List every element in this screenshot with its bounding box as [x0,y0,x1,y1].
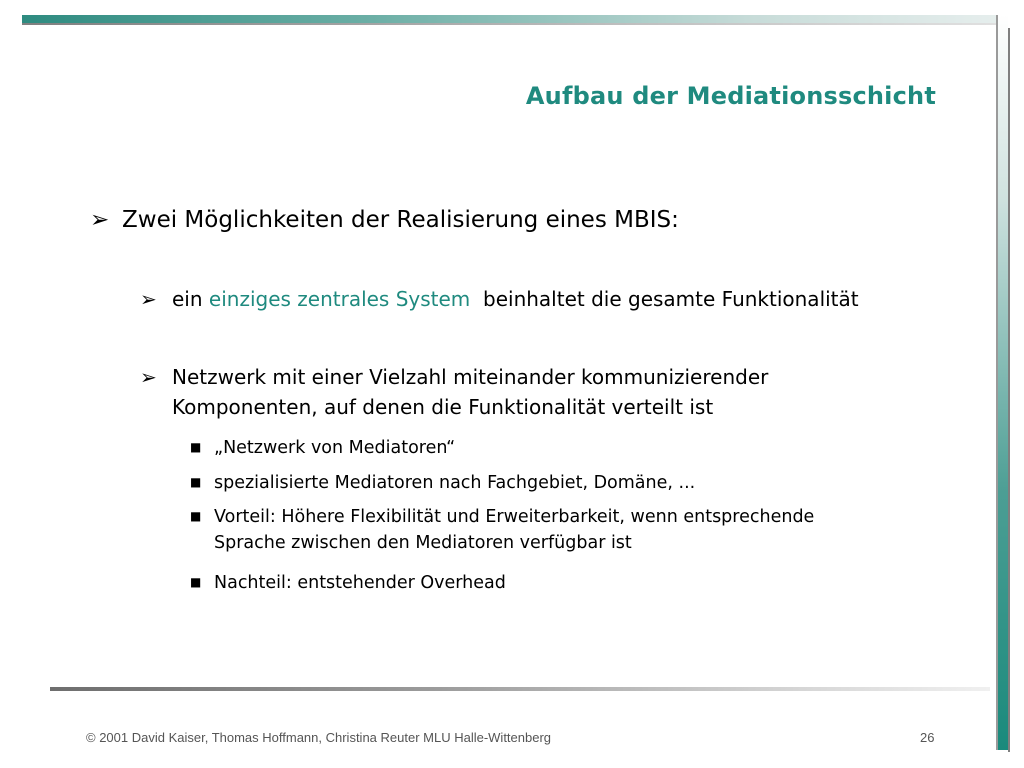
list-item-text: „Netzwerk von Mediatoren“ [214,438,456,458]
arrow-bullet-icon: ➢ [140,365,157,389]
arrow-bullet-icon: ➢ [140,287,157,311]
arrow-bullet-icon: ➢ [90,207,110,233]
list-item [190,469,695,496]
main-point [90,203,679,237]
list-item [190,434,455,461]
list-item-text: Vorteil: Höhere Flexibilität und Erweiterbarkeit, wenn entsprechende [214,507,815,527]
sub-point-1-highlight: einziges zentrales System [208,287,471,311]
list-item [190,503,814,556]
sub-point-2-line1: Netzwerk mit einer Vielzahl miteinander kommunizierender [172,365,769,389]
list-item-text: Nachteil: entstehender Overhead [214,573,506,593]
footer-copyright: © 2001 David Kaiser, Thomas Hoffmann, Christina Reuter MLU Halle-Wittenberg [86,730,552,745]
sub-point-1 [140,284,859,314]
square-bullet-icon: ■ [190,440,202,454]
square-bullet-icon: ■ [190,475,202,489]
list-item [190,569,506,596]
square-bullet-icon: ■ [190,509,202,523]
list-item-text: spezialisierte Mediatoren nach Fachgebiet, Domäne, ... [214,473,696,493]
top-decorative-bar [22,15,1000,23]
sub-point-1-prefix: ein [172,287,209,311]
list-item-text-continued: Sprache zwischen den Mediatoren verfügbar ist [214,533,632,553]
square-bullet-icon: ■ [190,575,202,589]
sub-point-2 [140,362,768,422]
top-decorative-line [22,23,1000,25]
footer-divider [50,687,990,691]
sub-point-1-suffix: beinhaltet die gesamte Funktionalität [470,287,859,311]
right-decorative-bar [996,15,1008,750]
sub-point-2-line2: Komponenten, auf denen die Funktionalität verteilt ist [172,395,714,419]
page-number: 26 [920,730,935,745]
slide-title: Aufbau der Mediationsschicht [525,82,936,110]
main-point-text: Zwei Möglichkeiten der Realisierung eines MBIS: [122,207,679,233]
